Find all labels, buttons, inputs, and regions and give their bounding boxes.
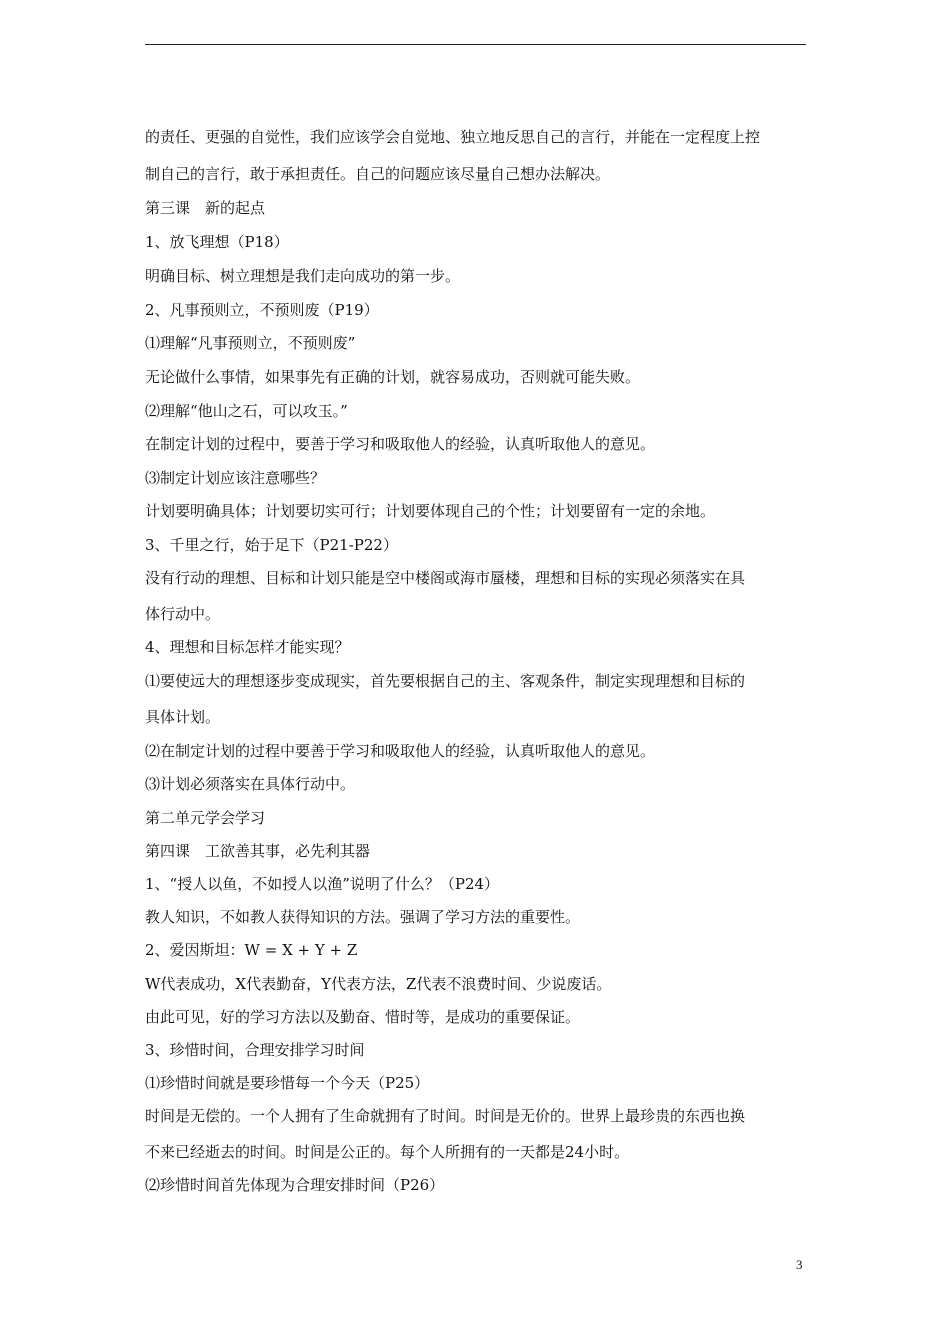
- lesson-heading: 第三课 新的起点: [145, 199, 266, 217]
- section-heading: 1、“授人以鱼，不如授人以渔”说明了什么？（P24）: [145, 875, 500, 893]
- text-line: W代表成功，X代表勤奋，Y代表方法，Z代表不浪费时间、少说废话。: [145, 975, 612, 993]
- text-line: ⑵在制定计划的过程中要善于学习和吸取他人的经验，认真听取他人的意见。: [145, 742, 656, 760]
- text-line: 不来已经逝去的时间。时间是公正的。每个人所拥有的一天都是24小时。: [145, 1143, 630, 1161]
- unit-heading: 第二单元学会学习: [145, 809, 266, 827]
- subsection-heading: ⑶制定计划应该注意哪些？: [145, 469, 326, 487]
- subsection-heading: ⑵珍惜时间首先体现为合理安排时间（P26）: [145, 1176, 445, 1194]
- subsection-heading: ⑴珍惜时间就是要珍惜每一个今天（P25）: [145, 1074, 430, 1092]
- lesson-heading: 第四课 工欲善其事，必先利其器: [145, 842, 371, 860]
- text-line: ⑴要使远大的理想逐步变成现实，首先要根据自己的主、客观条件，制定实现理想和目标的: [145, 672, 746, 690]
- section-heading: 2、爱因斯坦：W = X + Y + Z: [145, 941, 358, 959]
- text-line: 无论做什么事情，如果事先有正确的计划，就容易成功，否则就可能失败。: [145, 368, 641, 386]
- text-line: 的责任、更强的自觉性，我们应该学会自觉地、独立地反思自己的言行，并能在一定程度上控: [145, 128, 761, 146]
- subsection-heading: ⑴理解“凡事预则立，不预则废”: [145, 334, 356, 352]
- text-line: ⑶计划必须落实在具体行动中。: [145, 775, 356, 793]
- page-number: 3: [796, 1257, 803, 1272]
- text-line: 具体计划。: [145, 708, 221, 726]
- text-line: 时间是无偿的。一个人拥有了生命就拥有了时间。时间是无价的。世界上最珍贵的东西也换: [145, 1107, 746, 1125]
- text-line: 由此可见，好的学习方法以及勤奋、惜时等，是成功的重要保证。: [145, 1008, 581, 1026]
- section-heading: 3、珍惜时间，合理安排学习时间: [145, 1041, 365, 1059]
- section-heading: 4、理想和目标怎样才能实现？: [145, 638, 350, 656]
- subsection-heading: ⑵理解“他山之石，可以攻玉。”: [145, 402, 348, 420]
- header-rule: [145, 44, 806, 45]
- text-line: 教人知识，不如教人获得知识的方法。强调了学习方法的重要性。: [145, 908, 581, 926]
- section-heading: 3、千里之行，始于足下（P21-P22）: [145, 536, 398, 554]
- section-heading: 2、凡事预则立，不预则废（P19）: [145, 301, 379, 319]
- text-line: 在制定计划的过程中，要善于学习和吸取他人的经验，认真听取他人的意见。: [145, 435, 656, 453]
- text-line: 制自己的言行，敢于承担责任。自己的问题应该尽量自己想办法解决。: [145, 165, 611, 183]
- text-line: 明确目标、树立理想是我们走向成功的第一步。: [145, 267, 461, 285]
- text-line: 计划要明确具体；计划要切实可行；计划要体现自己的个性；计划要留有一定的余地。: [145, 502, 716, 520]
- text-line: 没有行动的理想、目标和计划只能是空中楼阁或海市蜃楼，理想和目标的实现必须落实在具: [145, 569, 746, 587]
- section-heading: 1、放飞理想（P18）: [145, 233, 289, 251]
- text-line: 体行动中。: [145, 605, 221, 623]
